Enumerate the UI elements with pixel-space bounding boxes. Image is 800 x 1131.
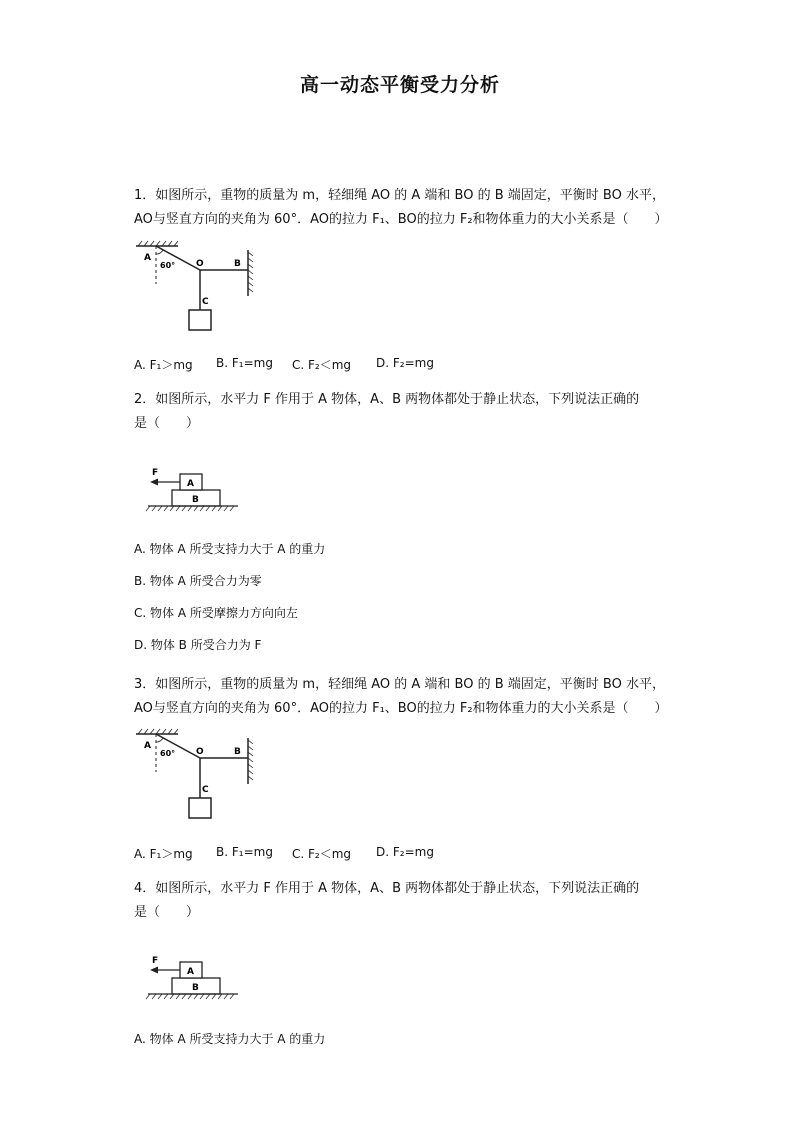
option-a: A. F₁＞mg [134, 358, 193, 372]
block-diagram-4 [144, 952, 244, 1004]
block-b-label: B [192, 495, 199, 505]
option-a: A. F₁＞mg [134, 847, 193, 861]
block-b-label: B [192, 983, 199, 993]
option-c: C. F₂＜mg [292, 358, 352, 372]
page-title: 高一动态平衡受力分析 [299, 74, 500, 96]
question-stem: 如图所示，水平力 F 作用于 A 物体，A、B 两物体都处于静止状态，下列说法正确的 [155, 392, 640, 407]
question-2-line-1 [134, 388, 639, 407]
rope-diagram-1 [128, 240, 268, 336]
option-d: D. F₂=mg [376, 845, 434, 859]
force-f-label: F [152, 956, 159, 966]
question-3-line-1 [134, 673, 665, 692]
point-b-label: B [234, 259, 241, 269]
question-stem: 如图所示，重物的质量为 m，轻细绳 AO 的 A 端和 BO 的 B 端固定，平衡时 BO 水平， [155, 677, 665, 692]
option-a: A. 物体 A 所受支持力大于 A 的重力 [134, 542, 326, 556]
option-b: B. F₁=mg [216, 845, 273, 859]
question-number: 4． [134, 881, 156, 896]
option-d: D. F₂=mg [376, 356, 434, 370]
point-a-label: A [144, 741, 151, 751]
block-a-label: A [187, 967, 194, 977]
option-c: C. 物体 A 所受摩擦力方向向左 [134, 606, 298, 620]
angle-label: 60° [160, 261, 176, 270]
question-4-line-1 [134, 877, 639, 896]
angle-label: 60° [160, 749, 176, 758]
point-b-label: B [234, 747, 241, 757]
point-a-label: A [144, 253, 151, 263]
rope-diagram-3 [128, 728, 268, 824]
option-a: A. 物体 A 所受支持力大于 A 的重力 [134, 1032, 326, 1046]
question-stem: 如图所示，水平力 F 作用于 A 物体，A、B 两物体都处于静止状态，下列说法正确的 [155, 881, 640, 896]
block-diagram-2 [144, 464, 244, 516]
option-b: B. F₁=mg [216, 356, 273, 370]
point-c-label: C [202, 785, 209, 795]
option-b: B. 物体 A 所受合力为零 [134, 574, 262, 588]
block-a-label: A [187, 479, 194, 489]
question-2-line-2: 是（ ） [134, 416, 200, 431]
question-number: 1． [134, 188, 156, 203]
question-3-line-2: AO与竖直方向的夹角为 60°．AO的拉力 F₁、BO的拉力 F₂和物体重力的大小关系是（ ） [134, 701, 668, 716]
force-f-label: F [152, 468, 159, 478]
question-4-line-2: 是（ ） [134, 905, 200, 920]
question-number: 3． [134, 677, 156, 692]
question-1-line-2: AO与竖直方向的夹角为 60°．AO的拉力 F₁、BO的拉力 F₂和物体重力的大小关系是（ ） [134, 212, 668, 227]
point-c-label: C [202, 297, 209, 307]
point-o-label: O [196, 259, 204, 269]
option-d: D. 物体 B 所受合力为 F [134, 638, 262, 652]
question-stem: 如图所示，重物的质量为 m，轻细绳 AO 的 A 端和 BO 的 B 端固定，平衡时 BO 水平， [155, 188, 665, 203]
option-c: C. F₂＜mg [292, 847, 352, 861]
question-number: 2． [134, 392, 156, 407]
point-o-label: O [196, 747, 204, 757]
question-1-line-1 [134, 184, 665, 203]
